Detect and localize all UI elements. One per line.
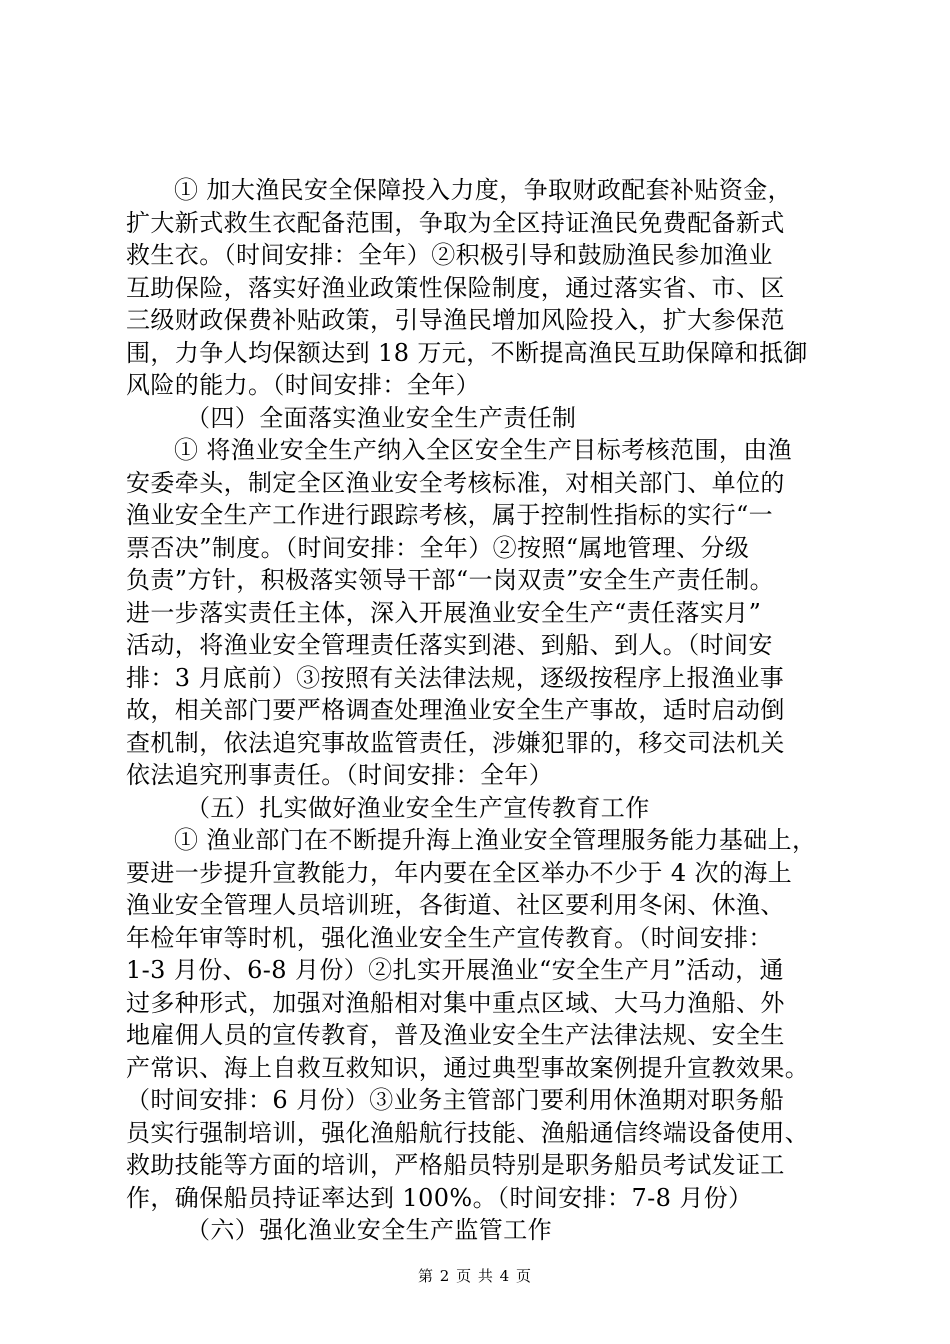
paragraph-line: 负责”方针，积极落实领导干部“一岗双责”安全生产责任制。	[126, 566, 775, 594]
section-heading: （四）全面落实渔业安全生产责任制	[186, 403, 577, 432]
paragraph-line: 安委牵头，制定全区渔业安全考核标准，对相关部门、单位的	[126, 468, 785, 497]
paragraph-line: 查机制，依法追究事故监管责任，涉嫌犯罪的，移交司法机关	[126, 728, 785, 757]
paragraph-line: 票否决”制度。（时间安排：全年）②按照“属地管理、分级	[126, 533, 750, 562]
paragraph-line: 围，力争人均保额达到 18 万元，不断提高渔民互助保障和抵御	[126, 338, 808, 367]
paragraph-line: 互助保险，落实好渔业政策性保险制度，通过落实省、市、区	[126, 273, 785, 302]
paragraph-line: 风险的能力。（时间安排：全年）	[126, 371, 480, 399]
paragraph-line: 渔业安全生产工作进行跟踪考核，属于控制性指标的实行“一	[126, 501, 774, 529]
paragraph-line: （时间安排：6 月份）③业务主管部门要利用休渔期对职务船	[126, 1086, 785, 1114]
paragraph-line: 作，确保船员持证率达到 100%。（时间安排：7-8 月份）	[126, 1183, 753, 1212]
paragraph-line: ① 将渔业安全生产纳入全区安全生产目标考核范围，由渔	[174, 436, 793, 464]
paragraph-line: 要进一步提升宣教能力，年内要在全区举办不少于 4 次的海上	[126, 858, 793, 887]
paragraph-line: 救助技能等方面的培训，严格船员特别是职务船员考试发证工	[126, 1151, 785, 1179]
page-number-footer: 第 2 页 共 4 页	[418, 1267, 532, 1285]
paragraph-line: 地雇佣人员的宣传教育，普及渔业安全生产法律法规、安全生	[126, 1021, 785, 1049]
paragraph-line: 活动，将渔业安全管理责任落实到港、到船、到人。（时间安	[126, 631, 773, 659]
paragraph-line: 依法追究刑事责任。（时间安排：全年）	[126, 761, 554, 789]
paragraph-line: 过多种形式，加强对渔船相对集中重点区域、大马力渔船、外	[126, 988, 785, 1017]
paragraph-line: 三级财政保费补贴政策，引导渔民增加风险投入，扩大参保范	[126, 306, 785, 334]
paragraph-line: 年检年审等时机，强化渔业安全生产宣传教育。（时间安排：	[126, 923, 773, 952]
paragraph-line: 产常识、海上自救互救知识，通过典型事故案例提升宣教效果。	[126, 1053, 810, 1082]
paragraph-line: 进一步落实责任主体，深入开展渔业安全生产“责任落实月”	[126, 598, 762, 627]
paragraph-line: 渔业安全管理人员培训班，各街道、社区要利用冬闲、休渔、	[126, 891, 785, 919]
section-heading: （五）扎实做好渔业安全生产宣传教育工作	[186, 793, 650, 822]
paragraph-line: 员实行强制培训，强化渔船航行技能、渔船通信终端设备使用、	[126, 1118, 810, 1147]
paragraph-line: 故，相关部门要严格调查处理渔业安全生产事故，适时启动倒	[126, 696, 785, 724]
paragraph-line: ① 渔业部门在不断提升海上渔业安全管理服务能力基础上，	[174, 826, 817, 854]
paragraph-line: ① 加大渔民安全保障投入力度，争取财政配套补贴资金，	[174, 176, 793, 204]
paragraph-line: 1-3 月份、6-8 月份）②扎实开展渔业“安全生产月”活动，通	[126, 956, 784, 984]
paragraph-line: 救生衣。（时间安排：全年）②积极引导和鼓励渔民参加渔业	[126, 241, 773, 269]
section-heading: （六）强化渔业安全生产监管工作	[186, 1216, 552, 1244]
paragraph-line: 排：3 月底前）③按照有关法律法规，逐级按程序上报渔业事	[126, 663, 785, 692]
paragraph-line: 扩大新式救生衣配备范围，争取为全区持证渔民免费配备新式	[126, 208, 785, 237]
document-body	[126, 174, 846, 1247]
